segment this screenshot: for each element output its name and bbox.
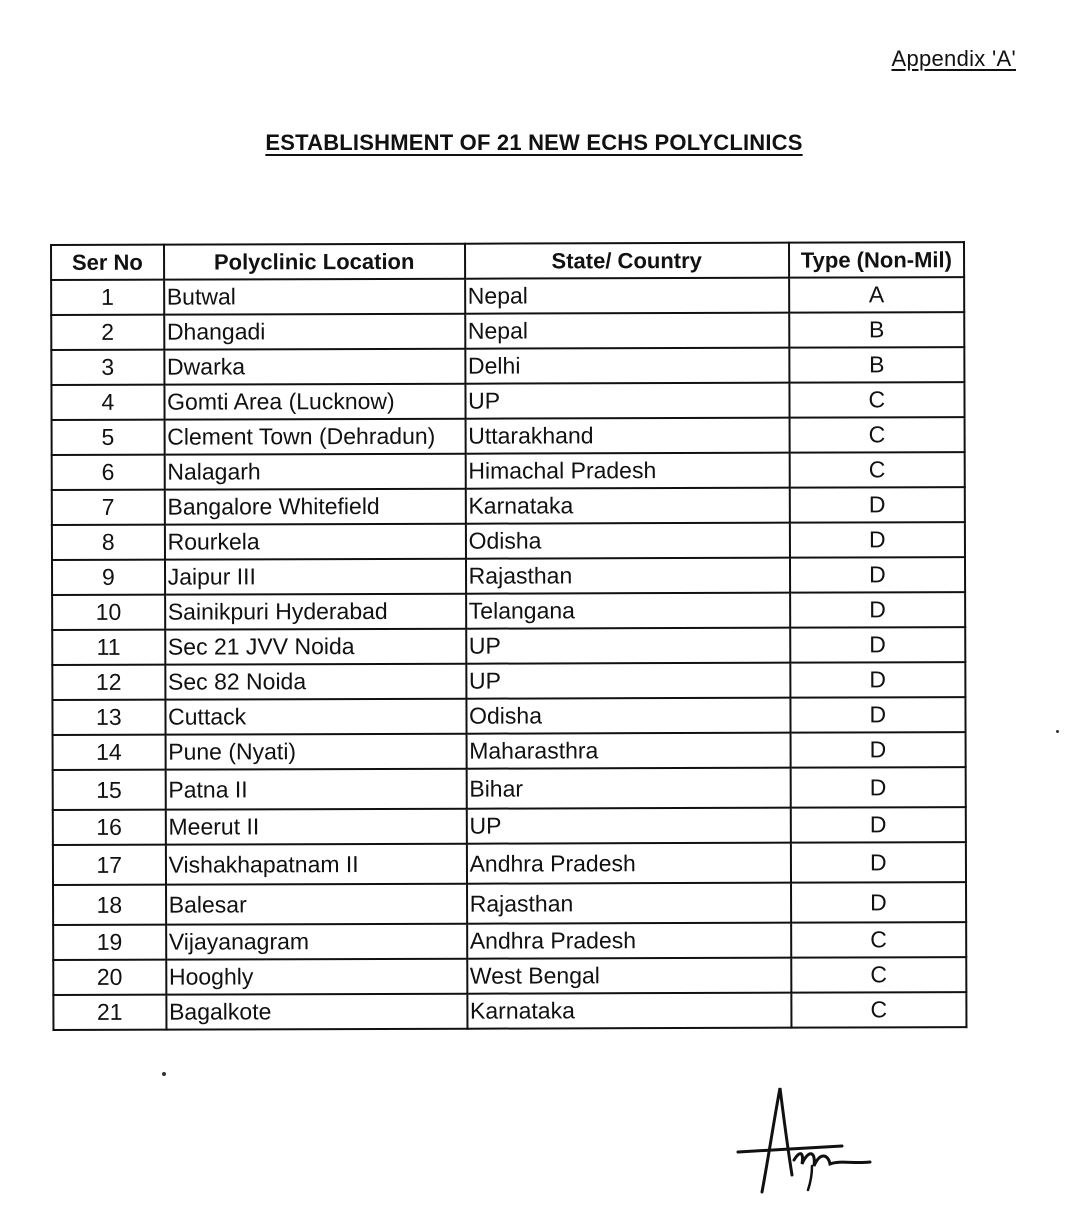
state-cell: Andhra Pradesh xyxy=(466,843,790,884)
location-cell: Butwal xyxy=(164,279,465,315)
location-cell: Meerut II xyxy=(165,809,466,845)
table-row xyxy=(52,417,965,455)
state-cell: UP xyxy=(465,383,789,419)
state-cell: UP xyxy=(466,628,790,664)
ser-no-cell: 3 xyxy=(51,350,164,385)
ser-no-cell: 2 xyxy=(51,315,164,350)
scan-speck xyxy=(1056,730,1059,733)
ser-no-cell: 19 xyxy=(53,925,166,960)
ser-no-cell: 21 xyxy=(53,995,166,1030)
location-cell: Hooghly xyxy=(166,959,467,995)
type-cell: C xyxy=(789,382,964,418)
type-cell: B xyxy=(789,312,964,348)
ser-no-cell: 14 xyxy=(53,735,166,770)
type-cell: D xyxy=(791,882,966,923)
ser-no-cell: 16 xyxy=(53,810,166,845)
type-cell: C xyxy=(789,452,964,488)
state-cell: Uttarakhand xyxy=(465,418,789,454)
state-cell: Nepal xyxy=(465,313,789,349)
column-header-ser-no: Ser No xyxy=(51,245,164,280)
location-cell: Cuttack xyxy=(165,699,466,735)
state-cell: Telangana xyxy=(466,593,790,629)
ser-no-cell: 4 xyxy=(51,385,164,420)
ser-no-cell: 17 xyxy=(53,845,166,885)
location-cell: Nalagarh xyxy=(164,454,465,490)
table-row xyxy=(52,592,965,630)
state-cell: West Bengal xyxy=(467,958,791,994)
ser-no-cell: 15 xyxy=(53,770,166,810)
state-cell: Rajasthan xyxy=(466,558,790,594)
type-cell: C xyxy=(791,957,966,993)
state-cell: UP xyxy=(466,663,790,699)
location-cell: Sec 21 JVV Noida xyxy=(165,629,466,665)
state-cell: Maharasthra xyxy=(466,733,790,769)
ser-no-cell: 1 xyxy=(51,280,164,315)
column-header-type: Type (Non-Mil) xyxy=(789,242,964,278)
type-cell: D xyxy=(791,842,966,883)
type-cell: D xyxy=(790,697,965,733)
state-cell: Karnataka xyxy=(467,993,791,1029)
location-cell: Sainikpuri Hyderabad xyxy=(165,594,466,630)
table-row xyxy=(53,922,966,960)
ser-no-cell: 11 xyxy=(52,630,165,665)
table-row xyxy=(52,522,965,560)
location-cell: Sec 82 Noida xyxy=(165,664,466,700)
state-cell: Delhi xyxy=(465,348,789,384)
location-cell: Vishakhapatnam II xyxy=(166,844,467,885)
ser-no-cell: 18 xyxy=(53,885,166,925)
location-cell: Bagalkote xyxy=(166,994,467,1030)
ser-no-cell: 10 xyxy=(52,595,165,630)
state-cell: UP xyxy=(466,808,790,844)
location-cell: Dwarka xyxy=(164,349,465,385)
type-cell: D xyxy=(790,627,965,663)
ser-no-cell: 6 xyxy=(52,455,165,490)
table-row xyxy=(52,487,965,525)
state-cell: Karnataka xyxy=(465,488,789,524)
table-row xyxy=(53,882,966,925)
state-cell: Odisha xyxy=(465,523,789,559)
ser-no-cell: 9 xyxy=(52,560,165,595)
type-cell: D xyxy=(790,732,965,768)
ser-no-cell: 20 xyxy=(53,960,166,995)
table-row xyxy=(53,732,966,770)
appendix-label: Appendix 'A' xyxy=(891,46,1016,71)
location-cell: Gomti Area (Lucknow) xyxy=(164,384,465,420)
ser-no-cell: 13 xyxy=(52,700,165,735)
ser-no-cell: 5 xyxy=(52,420,165,455)
state-cell: Rajasthan xyxy=(467,883,791,924)
type-cell: D xyxy=(790,662,965,698)
type-cell: C xyxy=(791,922,966,958)
type-cell: D xyxy=(790,807,965,843)
location-cell: Patna II xyxy=(165,769,466,810)
scan-speck xyxy=(162,1072,166,1076)
table-row xyxy=(51,312,964,350)
table-body xyxy=(51,277,966,1030)
table-row xyxy=(52,627,965,665)
location-cell: Vijayanagram xyxy=(166,924,467,960)
type-cell: C xyxy=(791,992,966,1028)
table-row xyxy=(53,807,966,845)
location-cell: Dhangadi xyxy=(164,314,465,350)
type-cell: D xyxy=(789,487,964,523)
location-cell: Pune (Nyati) xyxy=(165,734,466,770)
type-cell: D xyxy=(790,557,965,593)
table-row xyxy=(51,277,964,315)
state-cell: Bihar xyxy=(466,768,790,809)
type-cell: C xyxy=(789,417,964,453)
document-title: ESTABLISHMENT OF 21 NEW ECHS POLYCLINICS xyxy=(265,130,803,155)
table-row xyxy=(53,767,966,810)
column-header-state: State/ Country xyxy=(465,243,789,279)
type-cell: D xyxy=(790,592,965,628)
table-row xyxy=(51,382,964,420)
type-cell: D xyxy=(790,767,965,808)
location-cell: Bangalore Whitefield xyxy=(164,489,465,525)
ser-no-cell: 12 xyxy=(52,665,165,700)
column-header-location: Polyclinic Location xyxy=(164,244,465,280)
table-row xyxy=(53,842,966,885)
location-cell: Jaipur III xyxy=(165,559,466,595)
type-cell: A xyxy=(789,277,964,313)
location-cell: Balesar xyxy=(166,884,467,925)
type-cell: B xyxy=(789,347,964,383)
state-cell: Andhra Pradesh xyxy=(467,923,791,959)
table-row xyxy=(52,452,965,490)
state-cell: Odisha xyxy=(466,698,790,734)
table-header-row xyxy=(51,242,964,280)
table-row xyxy=(53,957,966,995)
signature-image xyxy=(730,1080,880,1200)
location-cell: Rourkela xyxy=(165,524,466,560)
table-row xyxy=(52,557,965,595)
location-cell: Clement Town (Dehradun) xyxy=(164,419,465,455)
table-row xyxy=(52,662,965,700)
ser-no-cell: 8 xyxy=(52,525,165,560)
polyclinics-table xyxy=(50,241,967,1031)
table-row xyxy=(52,697,965,735)
state-cell: Nepal xyxy=(465,278,789,314)
type-cell: D xyxy=(790,522,965,558)
table-row xyxy=(53,992,966,1030)
ser-no-cell: 7 xyxy=(52,490,165,525)
table-row xyxy=(51,347,964,385)
state-cell: Himachal Pradesh xyxy=(465,453,789,489)
